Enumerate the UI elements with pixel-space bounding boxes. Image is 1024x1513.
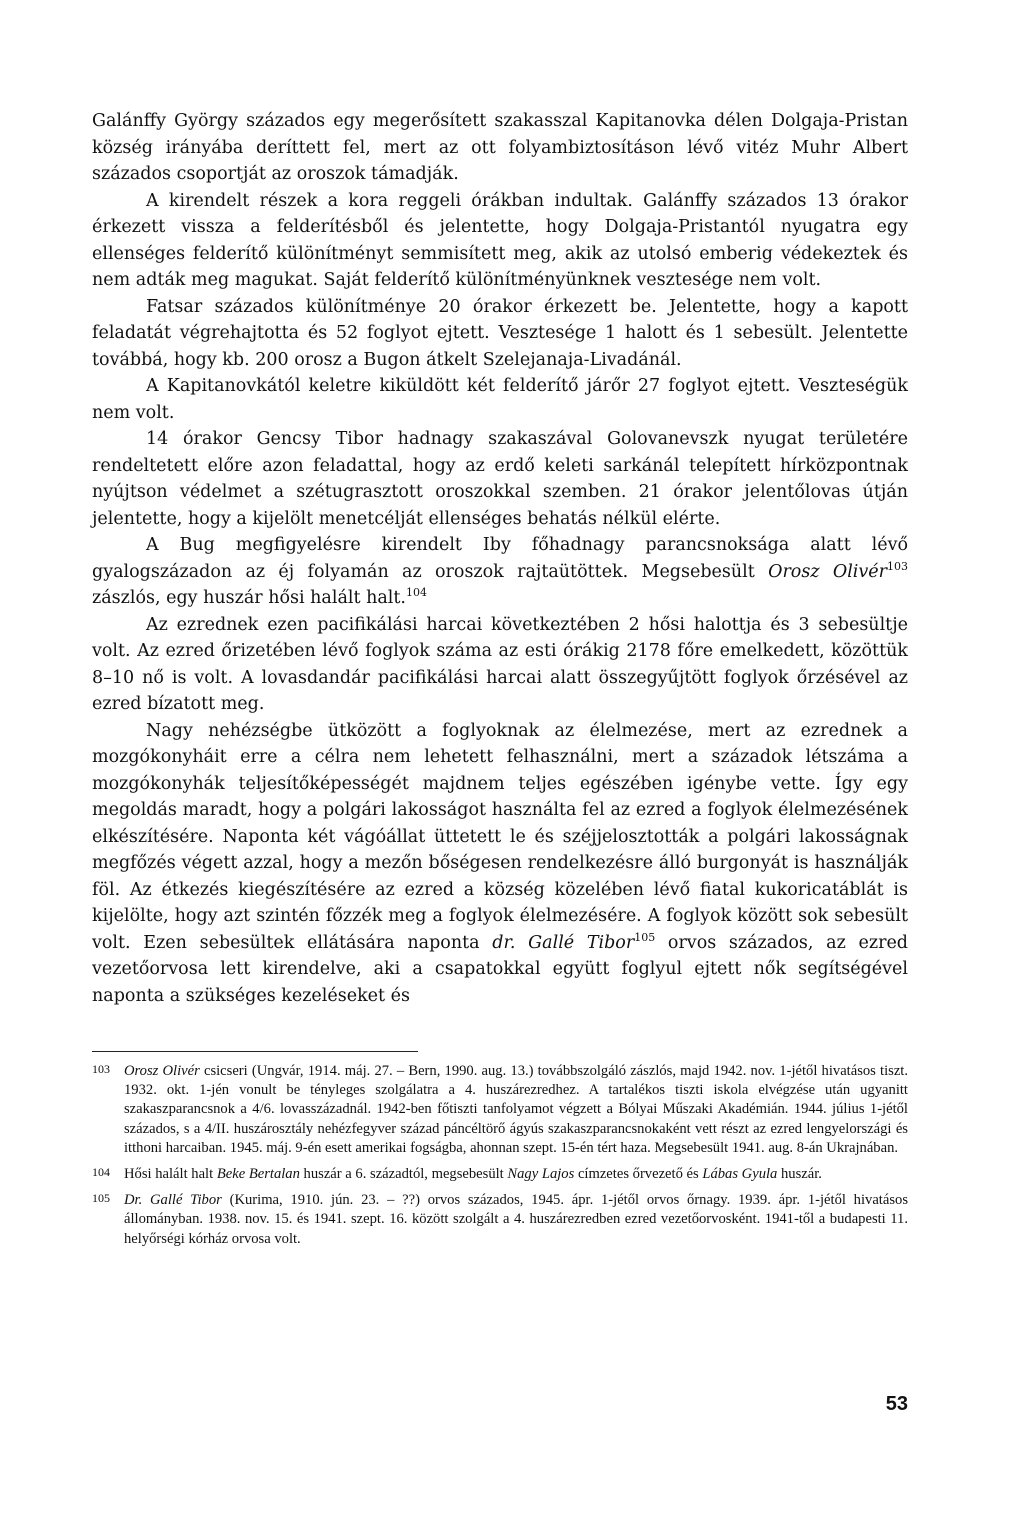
person-name: dr. Gallé Tibor (492, 932, 635, 953)
footnote-103 (92, 1062, 908, 1158)
footnote-104 (92, 1165, 908, 1184)
person-name: Orosz Olivér (124, 1063, 200, 1079)
paragraph-text: Nagy nehézségbe ütközött a foglyoknak az élelmezése, mert az ezrednek a mozgókonyháit erre a célra nem lehetett felhasználni, mert a századok létszáma a mozgókonyhák teljesítőképességét majdnem teljes egészében igénybe vette. Így egy megoldás maradt, hogy a polgári lakosságot használta fel az ezred a foglyok élelmezésének elkészítésére. Naponta két vágóállat üttetett le és széjjelosztották a polgári lakosságnak megfőzés végett azzal, hogy a mezőn bőségesen rendelkezésre álló burgonyát is használják föl. Az étkezés kiegészítésére az ezred a község közelében lévő fiatal kukoricatáblát is kijelölte, hogy azt szintén főzzék meg a foglyok élelmezésére. A foglyok között sok sebesült volt. Ezen sebesültek ellátására naponta (92, 720, 908, 953)
paragraph-2 (92, 188, 908, 294)
footnote-number: 105 (92, 1191, 110, 1206)
paragraph-text: A kirendelt részek a kora reggeli órákban indultak. Galánffy százados 13 órakor érkezett vissza a felderítésből és jelentette, hogy Dolgaja-Pristantól nyugatra egy ellenséges felderítő különítményt semmisített meg, akik az utolsó emberig védekeztek és nem adták meg magukat. Saját felderítő különítményünknek vesztesége nem volt. (92, 190, 908, 290)
paragraph-text: Az ezrednek ezen pacifikálási harcai következtében 2 hősi halottja és 3 sebesültje volt. Az ezred őrizetében lévő foglyok száma az esti órákig 2178 főre emelkedett, közöttük 8–10 nő is volt. A lovasdandár pacifikálási harcai alatt összegyűjtött foglyok őrzésével az ezred bízatott meg. (92, 614, 908, 714)
person-name: Nagy Lajos (507, 1166, 575, 1183)
footnote-divider (92, 1051, 418, 1052)
footnote-body: (Kurima, 1910. jún. 23. – ??) orvos százados, 1945. ápr. 1-jétől orvos őrnagy. 1939. ápr. 1-jétől hivatásos állományban. 1938. nov. 15. és 1941. szept. 16. között szolgált a 4. huszárezredben ezred vezetőorvosként. 1941-től a budapesti 11. helyőrségi kórház orvosa volt. (124, 1192, 908, 1247)
footnote-body: csicseri (Ungvár, 1914. máj. 27. – Bern, 1990. aug. 13.) továbbszolgáló zászlós, majd 1942. nov. 1-jétől hivatásos tiszt. 1932. okt. 1-jén vonult be tényleges szolgálatra a 4. huszárezredhez. A tartalékos tiszti iskola elvégzése után ugyanitt szakaszparancsnok a 4/6. lovasszázadnál. 1942-ben főtiszti tanfolyamot végzett a Bólyai Műszaki Akadémián. 1944. július 1-jétől százados, s a 4/II. huszárosztály nehézfegyver század páncéltörő ágyús szakaszparancsnokaként vett részt az ezred lengyelországi és itthoni harcaiban. 1945. máj. 9-én esett amerikai fogságba, ahonnan szept. 15-én tért haza. Megsebesült 1941. aug. 8-án Ukrajnában. (124, 1063, 908, 1156)
person-name: Lábas Gyula (702, 1166, 778, 1183)
person-name: Dr. Gallé Tibor (124, 1192, 222, 1209)
footnote-text (124, 1191, 908, 1249)
footnote-number: 104 (92, 1165, 110, 1180)
person-name: Orosz Olivér (768, 561, 887, 582)
footnote-ref: 105 (634, 930, 656, 944)
paragraph-text: A Kapitanovkától keletre kiküldött két felderítő járőr 27 foglyot ejtett. Veszteségük nem volt. (92, 376, 908, 423)
footnote-ref: 104 (405, 586, 427, 599)
paragraph-text: 14 órakor Gencsy Tibor hadnagy szakaszával Golovanevszk nyugat területére rendeltetett előre azon feladattal, hogy az erdő keleti sarkánál telepített hírközpontnak nyújtson védelmet a szétugrasztott oroszokkal szemben. 21 órakor jelentőlovas útján jelentette, hogy a kijelölt menetcélját ellenséges behatás nélkül elérte. (92, 429, 908, 529)
footnote-ref: 103 (887, 559, 908, 573)
page-number: 53 (885, 1393, 908, 1415)
footnote-body: huszár a 6. századtól, megsebesült (299, 1166, 508, 1183)
paragraph-5 (92, 426, 908, 532)
paragraph-1 (92, 108, 908, 188)
paragraph-3 (92, 294, 908, 374)
footnote-number: 103 (92, 1062, 110, 1076)
paragraph-text: Galánffy György százados egy megerősített szakasszal Kapitanovka délen Dolgaja-Pristan község irányába deríttett fel, mert az ott folyambiztosításon lévő vitéz Muhr Albert százados csoportját az oroszok támadják. (92, 111, 908, 184)
paragraph-8 (92, 718, 908, 1010)
paragraph-4 (92, 373, 908, 426)
footnote-105 (92, 1191, 908, 1249)
footnote-body: huszár. (777, 1166, 822, 1183)
paragraph-7 (92, 612, 908, 718)
paragraph-text: orvos százados, az ezred vezetőorvosa lett kirendelve, aki a csapatokkal együtt foglyul ejtett nők segítségével naponta a szükséges kezeléseket és (92, 932, 909, 1006)
footnote-body: Hősi halált halt (124, 1166, 217, 1183)
paragraph-text: Fatsar százados különítménye 20 órakor érkezett be. Jelentette, hogy a kapott feladatát végrehajtotta és 52 foglyot ejtett. Vesztesége 1 halott és 1 sebesült. Jelentette továbbá, hogy kb. 200 orosz a Bugon átkelt Szelejanaja-Livadánál. (92, 296, 908, 370)
footnote-text (124, 1165, 908, 1184)
footnote-text (124, 1062, 908, 1158)
person-name: Beke Bertalan (216, 1166, 300, 1183)
paragraph-text: zászlós, egy huszár hősi halált halt. (92, 588, 406, 608)
footnotes (92, 1062, 908, 1256)
paragraph-6 (92, 532, 908, 612)
paragraph-text: A Bug megfigyelésre kirendelt Iby főhadnagy parancsnoksága alatt lévő gyalogszázadon az éj folyamán az oroszok rajtaütöttek. Megsebesült (92, 535, 908, 582)
main-text (92, 108, 908, 1009)
footnote-body: címzetes őrvezető és (574, 1166, 703, 1183)
